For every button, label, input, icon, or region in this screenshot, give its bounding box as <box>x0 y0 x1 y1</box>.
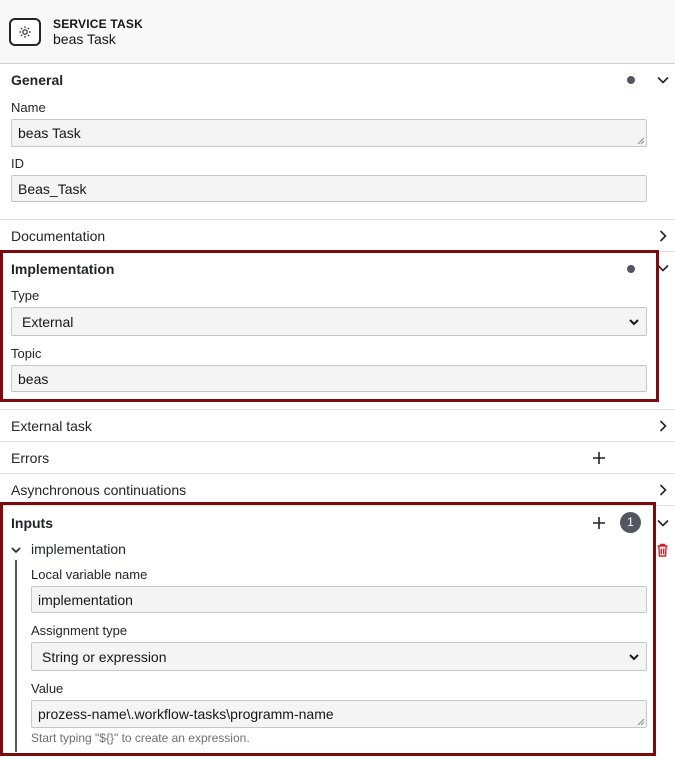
group-inputs-title: Inputs <box>11 515 53 531</box>
resize-handle-icon[interactable] <box>637 137 645 145</box>
data-marker-dot <box>627 76 635 84</box>
value-label: Value <box>31 681 64 696</box>
element-name-label: beas Task <box>53 31 116 47</box>
expression-hint: Start typing "${}" to create an expression. <box>31 731 250 745</box>
id-field[interactable] <box>11 175 647 202</box>
chevron-right-icon[interactable] <box>656 419 670 433</box>
group-external-task-header[interactable] <box>0 409 675 441</box>
name-field-value: beas Task <box>18 125 81 141</box>
local-variable-field-value: implementation <box>38 592 133 608</box>
group-documentation-header[interactable] <box>0 219 675 251</box>
input-item-name[interactable]: implementation <box>31 541 126 557</box>
group-documentation-title: Documentation <box>11 228 106 244</box>
count-badge: 1 <box>620 512 641 533</box>
inputs-highlight-frame <box>0 502 656 756</box>
group-async-header[interactable] <box>0 473 675 505</box>
chevron-right-icon[interactable] <box>656 229 670 243</box>
local-variable-label: Local variable name <box>31 567 148 582</box>
group-implementation-title: Implementation <box>11 261 115 277</box>
assignment-type-label: Assignment type <box>31 623 128 638</box>
plus-icon[interactable] <box>592 451 606 465</box>
gear-icon <box>9 18 41 46</box>
name-label: Name <box>11 100 46 115</box>
element-type-label: SERVICE TASK <box>53 17 143 31</box>
group-async-title: Asynchronous continuations <box>11 482 187 498</box>
group-general-header[interactable] <box>0 64 675 96</box>
implementation-highlight-frame <box>0 250 659 402</box>
topic-field-value: beas <box>18 371 49 387</box>
value-field-value: prozess-name\.workflow-tasks\programm-name <box>38 706 334 722</box>
group-errors-header[interactable] <box>0 441 675 473</box>
panel-header <box>0 0 675 64</box>
group-general-title: General <box>11 72 64 88</box>
assignment-type-select-value: String or expression <box>42 649 167 665</box>
chevron-right-icon[interactable] <box>656 483 670 497</box>
id-field-value: Beas_Task <box>18 181 87 197</box>
group-external-task-title: External task <box>11 418 92 434</box>
chevron-down-icon[interactable] <box>656 516 670 530</box>
group-errors-title: Errors <box>11 450 50 466</box>
topic-label: Topic <box>11 346 42 361</box>
id-label: ID <box>11 156 24 171</box>
name-field[interactable] <box>11 119 647 147</box>
chevron-down-icon[interactable] <box>656 73 670 87</box>
trash-icon[interactable] <box>656 543 669 557</box>
type-select-value: External <box>22 314 74 330</box>
type-label: Type <box>11 288 40 303</box>
